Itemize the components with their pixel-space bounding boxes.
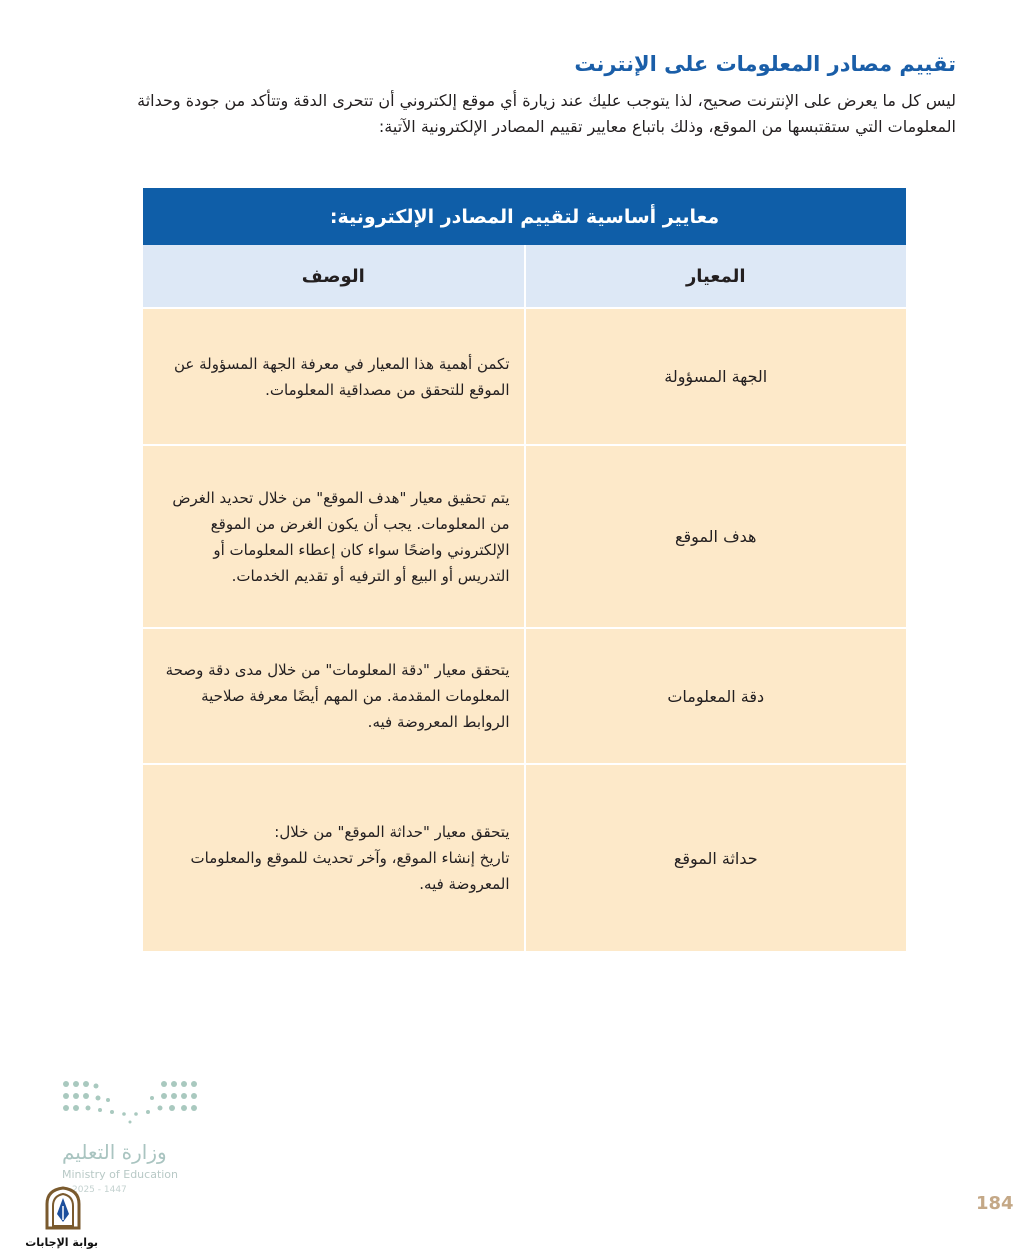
ministry-name-english: Ministry of Education (62, 1168, 179, 1181)
description-column-header: الوصف (143, 245, 525, 308)
criteria-table (143, 188, 906, 951)
table-header-row (143, 245, 906, 308)
description-cell (143, 764, 525, 951)
ministry-name-arabic: وزارة التعليم (62, 1140, 167, 1164)
description-line-2: تاريخ إنشاء الموقع، وآخر تحديث للموقع والمعلومات المعروضة فيه. (190, 849, 510, 893)
criterion-cell: هدف الموقع (525, 445, 907, 628)
table-row (143, 445, 906, 628)
description-line-1: يتحقق معيار "حداثة الموقع" من خلال: (274, 823, 510, 841)
intro-line-1: ليس كل ما يعرض على الإنترنت صحيح، لذا يتوجب عليك عند زيارة أي موقع إلكتروني أن تتحرى الدقة وتتأكد من جودة وحداثة (137, 91, 956, 110)
description-cell: يتحقق معيار "دقة المعلومات" من خلال مدى دقة وصحة المعلومات المقدمة. من المهم أيضًا معرفة صلاحية الروابط المعروضة فيه. (143, 628, 525, 764)
ministry-logo (60, 1078, 210, 1198)
criterion-cell: الجهة المسؤولة (525, 308, 907, 445)
intro-paragraph (84, 88, 956, 140)
criterion-cell: حداثة الموقع (525, 764, 907, 951)
table-title: معايير أساسية لتقييم المصادر الإلكترونية: (143, 188, 906, 245)
table-row (143, 308, 906, 445)
page-title: تقييم مصادر المعلومات على الإنترنت (574, 52, 956, 76)
table-row (143, 628, 906, 764)
criterion-cell: دقة المعلومات (525, 628, 907, 764)
description-cell: يتم تحقيق معيار "هدف الموقع" من خلال تحديد الغرض من المعلومات. يجب أن يكون الغرض من الموقع الإلكتروني واضحًا سواء كان إعطاء المعلومات أو التدريس أو البيع أو الترفيه أو تقديم الخدمات. (143, 445, 525, 628)
ministry-years: 2025 - 1447 (72, 1185, 127, 1195)
pen-arch-icon (43, 1186, 83, 1230)
intro-line-2: المعلومات التي ستقتبسها من الموقع، وذلك باتباع معايير تقييم المصادر الإلكترونية الآتية: (378, 117, 956, 136)
ministry-dots-icon (60, 1078, 200, 1126)
answers-portal-watermark (25, 1186, 98, 1249)
criterion-column-header: المعيار (525, 245, 907, 308)
page-number: 184 (976, 1193, 1014, 1214)
answers-portal-label: بوابة الإجابات (25, 1236, 98, 1249)
table-title-row (143, 188, 906, 245)
table-row (143, 764, 906, 951)
description-cell: تكمن أهمية هذا المعيار في معرفة الجهة المسؤولة عن الموقع للتحقق من مصداقية المعلومات. (143, 308, 525, 445)
